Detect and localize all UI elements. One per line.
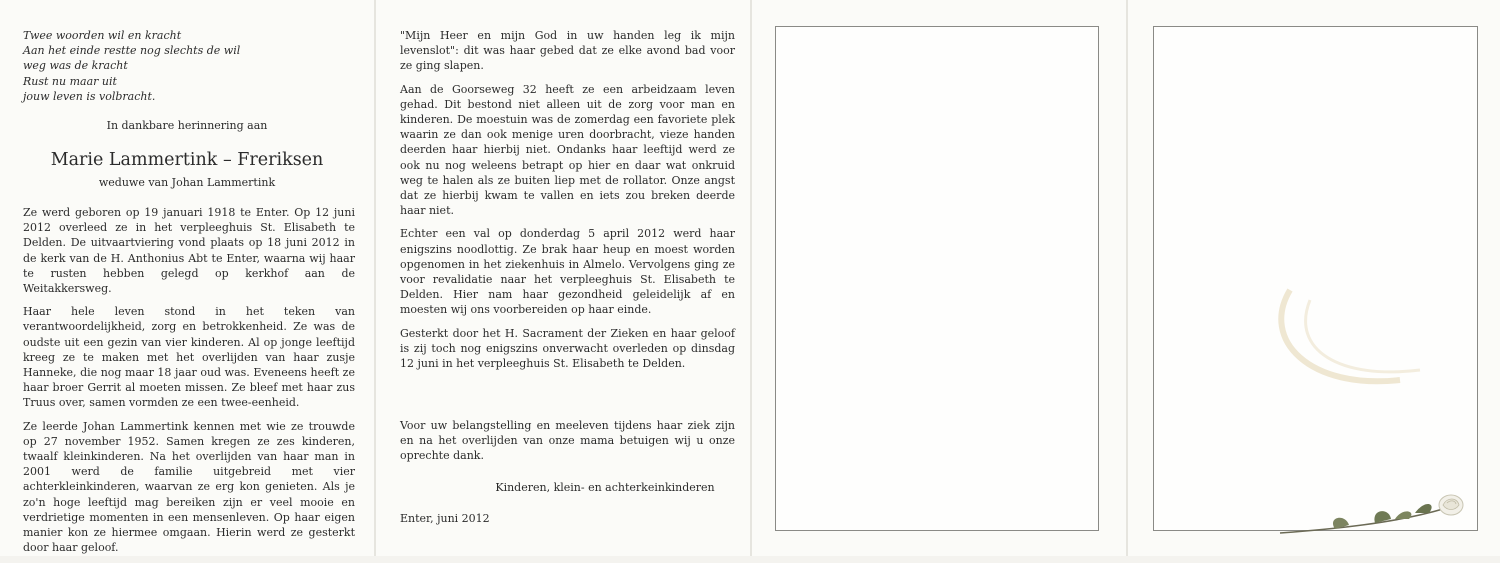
story-paragraph: Aan de Goorseweg 32 heeft ze een arbeidzaam leven gehad. Dit bestond niet alleen uit de zorg voor man en kinderen. De moestuin was de zomerdag een favoriete plek waarin ze dan ook menige uren doorbracht, vieze handen deerden haar hierbij niet. Ondanks haar leeftijd werd ze ook nu nog weleens betrapt op hier en daar wat onkruid weg te halen als ze buiten liep met de rollator. Onze angst dat ze hierbij kwam te vallen en iets zou breken deerde haar niet.: [400, 82, 735, 218]
watermark-swirl-icon: [1250, 280, 1490, 400]
story-paragraph: Gesterkt door het H. Sacrament der Zieken en haar geloof is zij toch nog enigszins onverwacht overleden op dinsdag 12 juni in het verpleeghuis St. Elisabeth te Delden.: [400, 326, 735, 371]
life-story: [400, 28, 735, 379]
poem-line: Rust nu maar uit: [23, 74, 117, 88]
biography: [23, 205, 355, 563]
bio-paragraph: Ze werd geboren op 19 januari 1918 te Enter. Op 12 juni 2012 overleed ze in het verpleeghuis St. Elisabeth te Delden. De uitvaartviering vond plaats op 18 juni 2012 in de kerk van de H. Anthonius Abt te Enter, waarna wij haar te rusten hebben gelegd op kerkhof aan de Weitakkersweg.: [23, 206, 355, 296]
rose-icon: [1275, 485, 1470, 545]
photo-frame-left: [775, 26, 1099, 531]
fold-line: [1126, 0, 1128, 556]
poem-line: Aan het einde restte nog slechts de wil: [23, 44, 241, 58]
story-paragraph: "Mijn Heer en mijn God in uw handen leg ik mijn levenslot": dit was haar gebed dat ze elke avond bad voor ze ging slapen.: [400, 29, 735, 73]
poem-line: jouw leven is volbracht.: [23, 89, 156, 103]
photo-frame-right: [1153, 26, 1478, 531]
poem-line: Twee woorden wil en kracht: [23, 29, 182, 42]
story-paragraph: Echter een val op donderdag 5 april 2012 werd haar enigszins noodlottig. Ze brak haar heup en moest worden opgenomen in het ziekenhuis in Almelo. Vervolgens ging ze voor revalidatie naar het verpleeghuis St. Elisabeth te Delden. Hier nam haar gezondheid geleidelijk af en moesten wij ons voorbereiden op haar einde.: [400, 227, 735, 317]
bio-paragraph: Ze leerde Johan Lammertink kennen met wie ze trouwde op 27 november 1952. Samen kregen ze zes kinderen, twaalf kleinkinderen. Na het overlijden van haar man in 2001 werd de familie uitgebreid met vier achterkleinkinderen, waarvan ze erg kon genieten. Als je zo'n hoge leeftijd mag bereiken zijn er veel mooie en verdrietige momenten in een mensenleven. Op haar eigen manier kon ze hiermee omgaan. Hierin werd ze gesterkt door haar geloof.: [23, 419, 355, 555]
in-memory-heading: In dankbare herinnering aan: [106, 119, 268, 132]
poem: [23, 28, 353, 104]
widow-of-line: weduwe van Johan Lammertink: [98, 176, 276, 189]
place-date: Enter, juni 2012: [400, 512, 490, 525]
poem-line: weg was de kracht: [23, 59, 128, 73]
bio-paragraph: Haar hele leven stond in het teken van verantwoordelijkheid, zorg en betrokkenheid. Ze was de oudste uit een gezin van vier kinderen. Al op jonge leeftijd kreeg ze te maken met het overlijden van haar zusje Hanneke, die nog maar 18 jaar oud was. Eveneens heeft ze haar broer Gerrit al moeten missen. Ze bleef met haar zus Truus over, samen vormden ze een twee-eenheid.: [23, 305, 355, 410]
thanks-text: Voor uw belangstelling en meeleven tijdens haar ziek zijn en na het overlijden van onze mama betuigen wij u onze oprechte dank.: [400, 419, 735, 463]
fold-line: [750, 0, 752, 556]
deceased-name: Marie Lammertink – Freriksen: [50, 150, 324, 170]
fold-line: [374, 0, 376, 556]
family-signature: Kinderen, klein- en achterkeinkinderen: [495, 481, 715, 494]
